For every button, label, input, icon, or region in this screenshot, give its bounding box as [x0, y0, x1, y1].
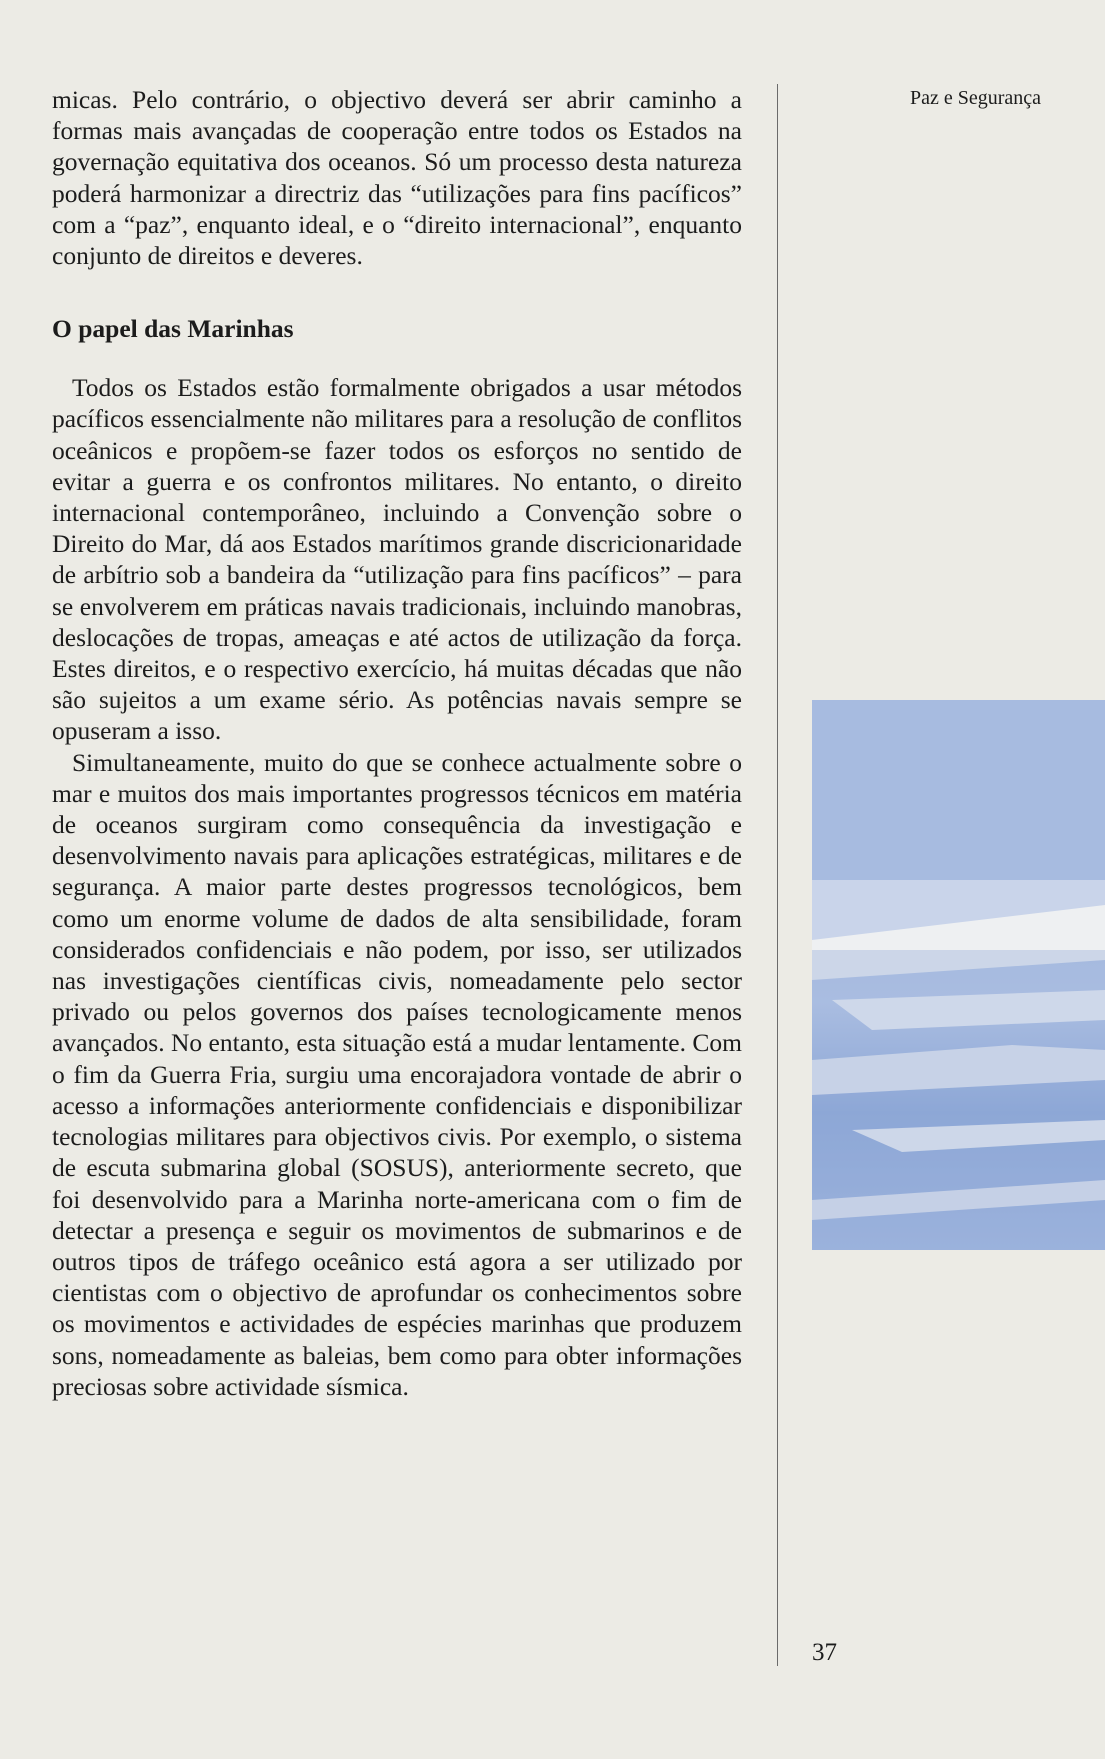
column-divider	[777, 84, 778, 1666]
page-number: 37	[812, 1639, 837, 1666]
running-head: Paz e Segurança	[910, 87, 1042, 109]
sea-photo	[812, 700, 1105, 1250]
intro-paragraph: micas. Pelo contrário, o objectivo deverá ser abrir caminho a formas mais avançadas de cooperação entre todos os Estados na governação equitativa dos oceanos. Só um processo desta natureza poderá harmonizar a directriz das “utilizações para fins pacíficos” com a “paz”, enquanto ideal, e o “direito internacional”, enquanto conjunto de direitos e deveres.	[52, 85, 742, 271]
main-text-column	[52, 84, 742, 1402]
body-paragraph-1: Todos os Estados estão formalmente obrigados a usar métodos pacíficos essencialmente não militares para a resolução de conflitos oceânicos e propõem-se fazer todos os esforços no sentido de evitar a guerra e os confrontos militares. No entanto, o direito internacional contemporâneo, incluindo a Convenção sobre o Direito do Mar, dá aos Estados marítimos grande discricionaridade de arbítrio sob a bandeira da “utilização para fins pacíficos” – para se envolverem em práticas navais tradicionais, incluindo manobras, deslocações de tropas, ameaças e até actos de utilização da força. Estes direitos, e o respectivo exercício, há muitas décadas que não são sujeitos a um exame sério. As potências navais sempre se opuseram a isso.	[52, 373, 742, 746]
body-paragraph-2: Simultaneamente, muito do que se conhece actualmente sobre o mar e muitos dos mais importantes progressos técnicos em matéria de oceanos surgiram como consequência da investigação e desenvolvimento navais para aplicações estratégicas, militares e de segurança. A maior parte destes progressos tecnológicos, bem como um enorme volume de dados de alta sensibilidade, foram considerados confidenciais e não podem, por isso, ser utilizados nas investigações científicas civis, nomeadamente pelo sector privado ou pelos governos dos países tecnologicamente menos avançados. No entanto, esta situação está a mudar lentamente. Com o fim da Guerra Fria, surgiu uma encorajadora vontade de abrir o acesso a informações anteriormente confidenciais e disponibilizar tecnologias militares para objectivos civis. Por exemplo, o sistema de escuta submarina global (SOSUS), anteriormente secreto, que foi desenvolvido para a Marinha norte-americana com o fim de detectar a presença e seguir os movimentos de submarinos e de outros tipos de tráfego oceânico está agora a ser utilizado por cientistas com o objectivo de aprofundar os conhecimentos sobre os movimentos e actividades de espécies marinhas que produzem sons, nomeadamente as baleias, bem como para obter informações preciosas sobre actividade sísmica.	[52, 747, 742, 1401]
section-heading: O papel das Marinhas	[52, 314, 294, 344]
sea-photo-texture	[812, 700, 1105, 1250]
